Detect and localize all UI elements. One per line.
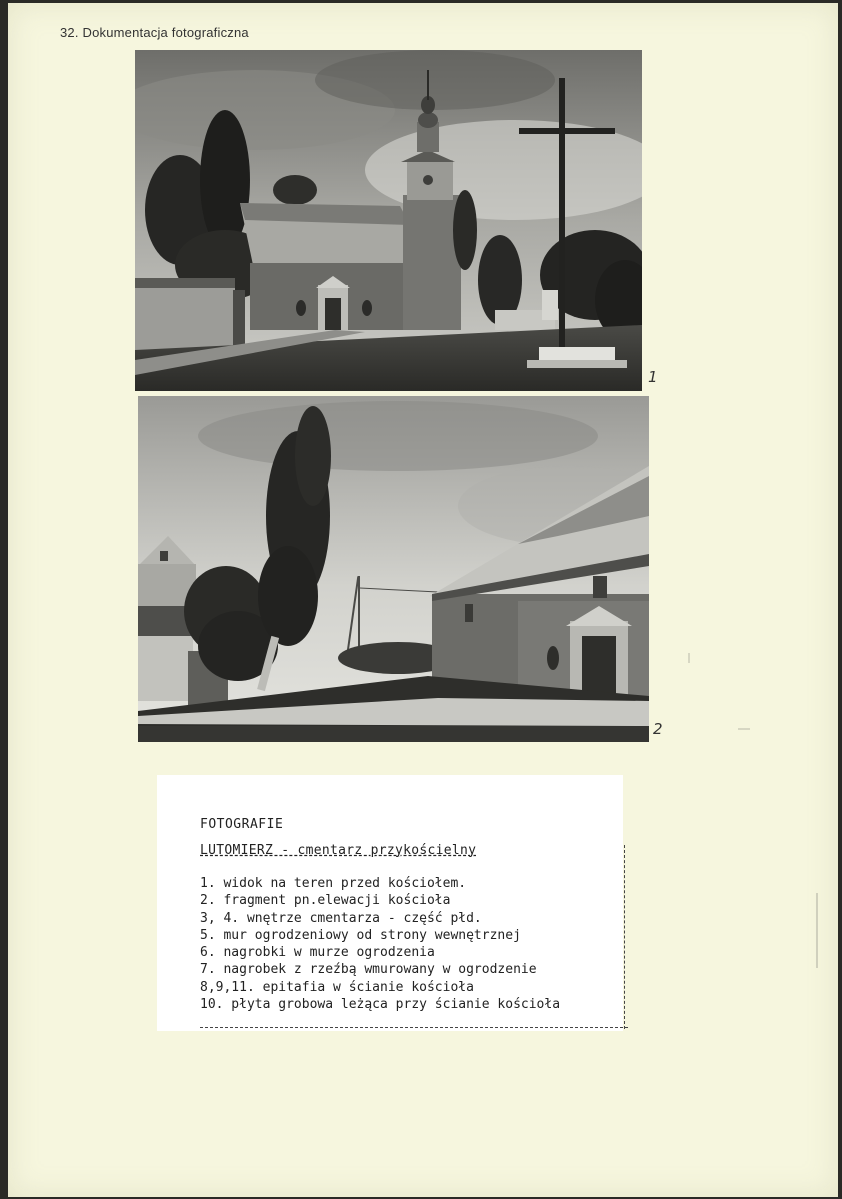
- photo-number-2: 2: [653, 720, 663, 738]
- caption-card: [157, 775, 623, 1031]
- page-header: 32. Dokumentacja fotograficzna: [60, 25, 249, 40]
- document-page: [8, 3, 838, 1197]
- list-item: 2. fragment pn.elewacji kościoła: [200, 893, 451, 909]
- list-item: 10. płyta grobowa leżąca przy ścianie kościoła: [200, 997, 561, 1013]
- list-item: 3, 4. wnętrze cmentarza - część płd.: [200, 910, 482, 926]
- margin-mark: [738, 728, 750, 730]
- list-item: 8,9,11. epitafia w ścianie kościoła: [200, 979, 474, 995]
- list-item: 6. nagrobki w murze ogrodzenia: [200, 945, 435, 961]
- margin-mark: [688, 653, 690, 663]
- photo-church-elevation: [138, 396, 649, 742]
- caption-title: FOTOGRAFIE: [200, 817, 284, 832]
- photo-list: [200, 875, 560, 1013]
- photo-church-front-image: [135, 50, 642, 391]
- caption-divider-horizontal: [200, 1027, 628, 1028]
- margin-mark: [816, 893, 818, 968]
- caption-subtitle: LUTOMIERZ - cmentarz przykościelny: [200, 843, 477, 858]
- list-item: 1. widok na teren przed kościołem.: [200, 876, 467, 891]
- photo-church-elevation-image: [138, 396, 649, 742]
- photo-church-front: [135, 50, 642, 391]
- list-item: 5. mur ogrodzeniowy od strony wewnętrznej: [200, 927, 521, 943]
- photo-number-1: 1: [648, 368, 658, 386]
- list-item: 7. nagrobek z rzeźbą wmurowany w ogrodzenie: [200, 962, 537, 978]
- caption-divider-vertical: [624, 845, 625, 1029]
